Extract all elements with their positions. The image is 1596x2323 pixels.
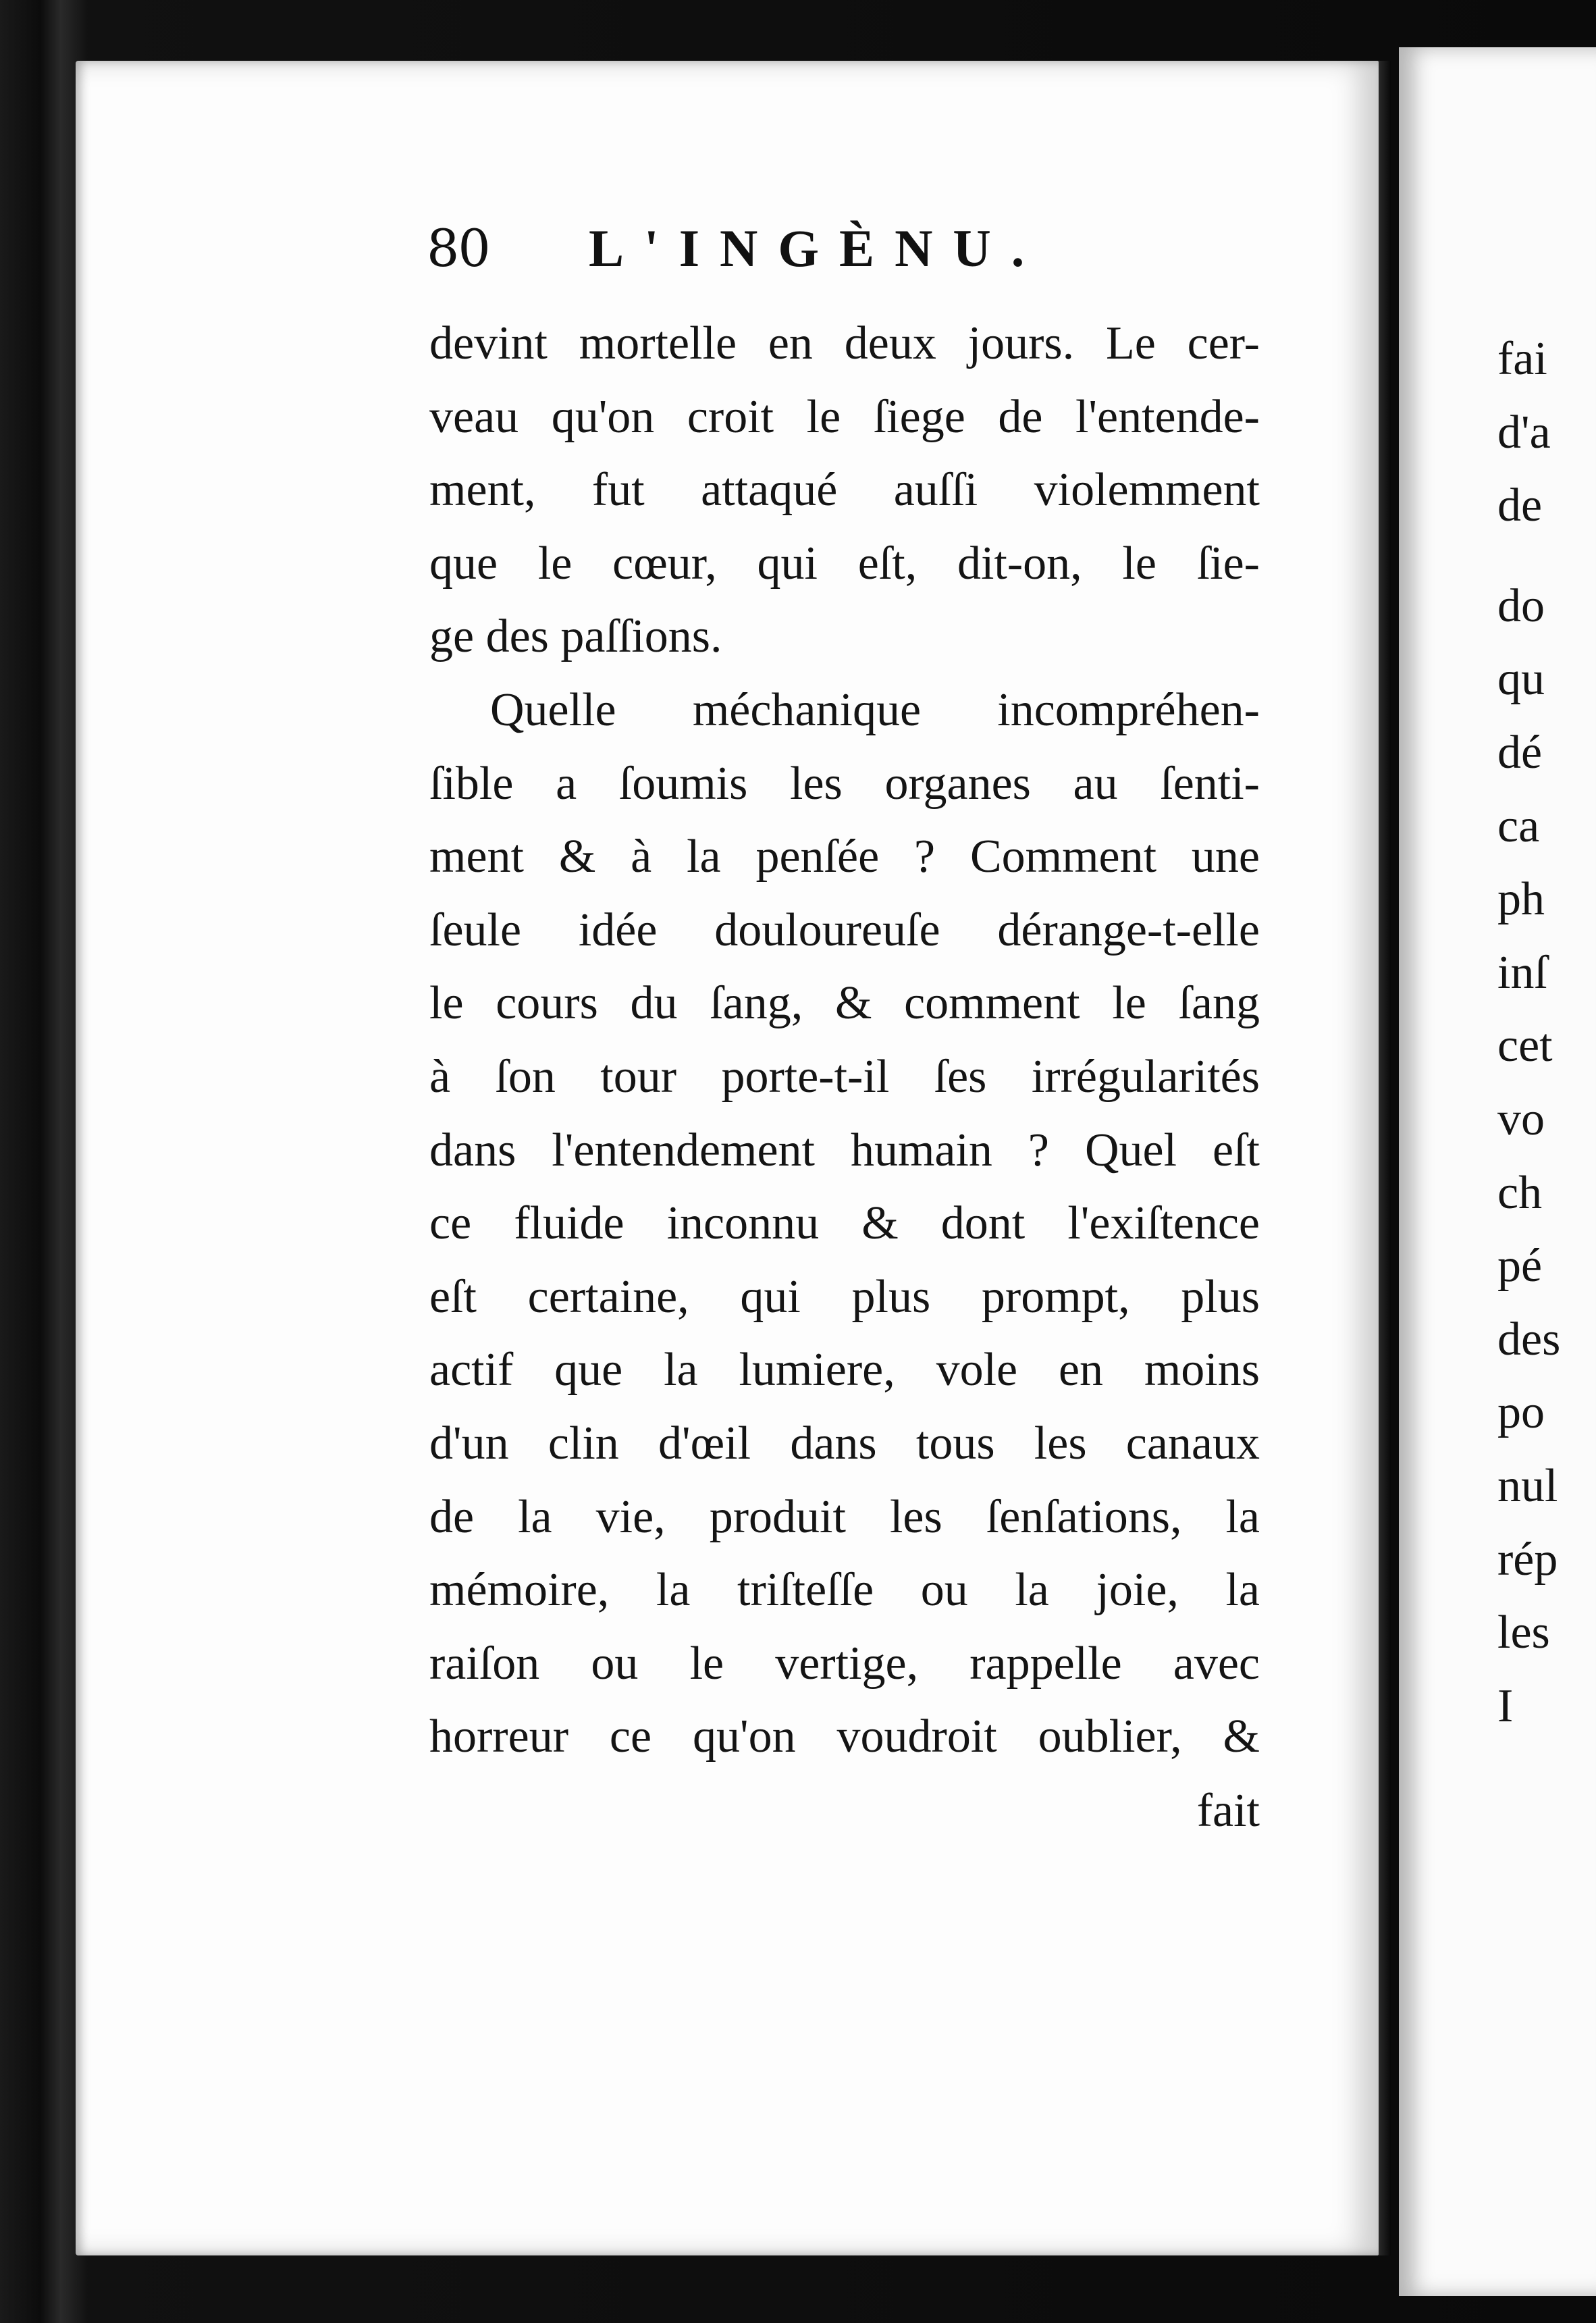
text-line: Quelle méchanique incompréhen- <box>490 683 1260 736</box>
right-page-fragment: qu <box>1497 653 1545 706</box>
text-line: actif que la lumiere, vole en moins <box>429 1344 1260 1397</box>
text-line: d'un clin d'œil dans tous les canaux <box>429 1417 1260 1469</box>
right-page-fragment: ch <box>1497 1166 1543 1219</box>
right-page-fragment: dé <box>1497 726 1543 779</box>
text-line: ment, fut attaqué auſſi violemment <box>429 464 1260 517</box>
right-page-fragment: ca <box>1497 800 1540 852</box>
text-line: ſible a ſoumis les organes au ſenti- <box>429 757 1260 810</box>
right-page-fragment: ph <box>1497 873 1545 926</box>
right-page-fragment: les <box>1497 1607 1550 1659</box>
text-line: à ſon tour porte-t-il ſes irrégularités <box>429 1050 1260 1103</box>
text-line: ce fluide inconnu & dont l'exiſtence <box>429 1197 1260 1250</box>
text-line: mémoire, la triſteſſe ou la joie, la <box>429 1564 1260 1617</box>
text-line: que le cœur, qui eſt, dit-on, le ſie- <box>429 537 1260 590</box>
right-page-fragment: I <box>1497 1679 1514 1732</box>
text-line: veau qu'on croit le ſiege de l'entende- <box>429 390 1260 443</box>
right-page-fragment: rép <box>1497 1533 1558 1586</box>
text-line: eſt certaine, qui plus prompt, plus <box>429 1270 1260 1323</box>
right-page-fragment: d'a <box>1497 406 1551 459</box>
page-header <box>427 215 1136 289</box>
text-line: de la vie, produit les ſenſations, la <box>429 1490 1260 1543</box>
right-page-fragment: cet <box>1497 1020 1553 1072</box>
text-line: raiſon ou le vertige, rappelle avec <box>429 1637 1260 1690</box>
text-line: dans l'entendement humain ? Quel eſt <box>429 1124 1260 1176</box>
right-page-fragment: de <box>1497 479 1543 532</box>
running-title: L'INGÈNU. <box>589 219 1045 278</box>
text-line: devint mortelle en deux jours. Le cer- <box>429 317 1260 369</box>
text-line: ment & à la penſée ? Comment une <box>429 831 1260 883</box>
body-text <box>429 307 1260 1774</box>
right-page-fragment: do <box>1497 579 1545 632</box>
right-page-fragment: pé <box>1497 1240 1543 1293</box>
catchword: fait <box>1196 1785 1260 1837</box>
right-page-fragment: des <box>1497 1313 1561 1365</box>
right-page-fragment: fai <box>1497 333 1547 385</box>
right-page-fragment: po <box>1497 1386 1545 1439</box>
text-line: le cours du ſang, & comment le ſang <box>429 977 1260 1030</box>
text-line: ge des paſſions. <box>429 610 722 663</box>
right-page-fragment: nul <box>1497 1459 1558 1512</box>
right-page-fragment: inſ <box>1497 946 1547 999</box>
right-page-fragment: vo <box>1497 1093 1545 1145</box>
text-line: ſeule idée douloureuſe dérange-t-elle <box>429 904 1260 956</box>
right-page-text-fragments <box>1497 323 1596 1743</box>
text-line: horreur ce qu'on voudroit oublier, & <box>429 1711 1260 1763</box>
page-number: 80 <box>427 218 489 278</box>
